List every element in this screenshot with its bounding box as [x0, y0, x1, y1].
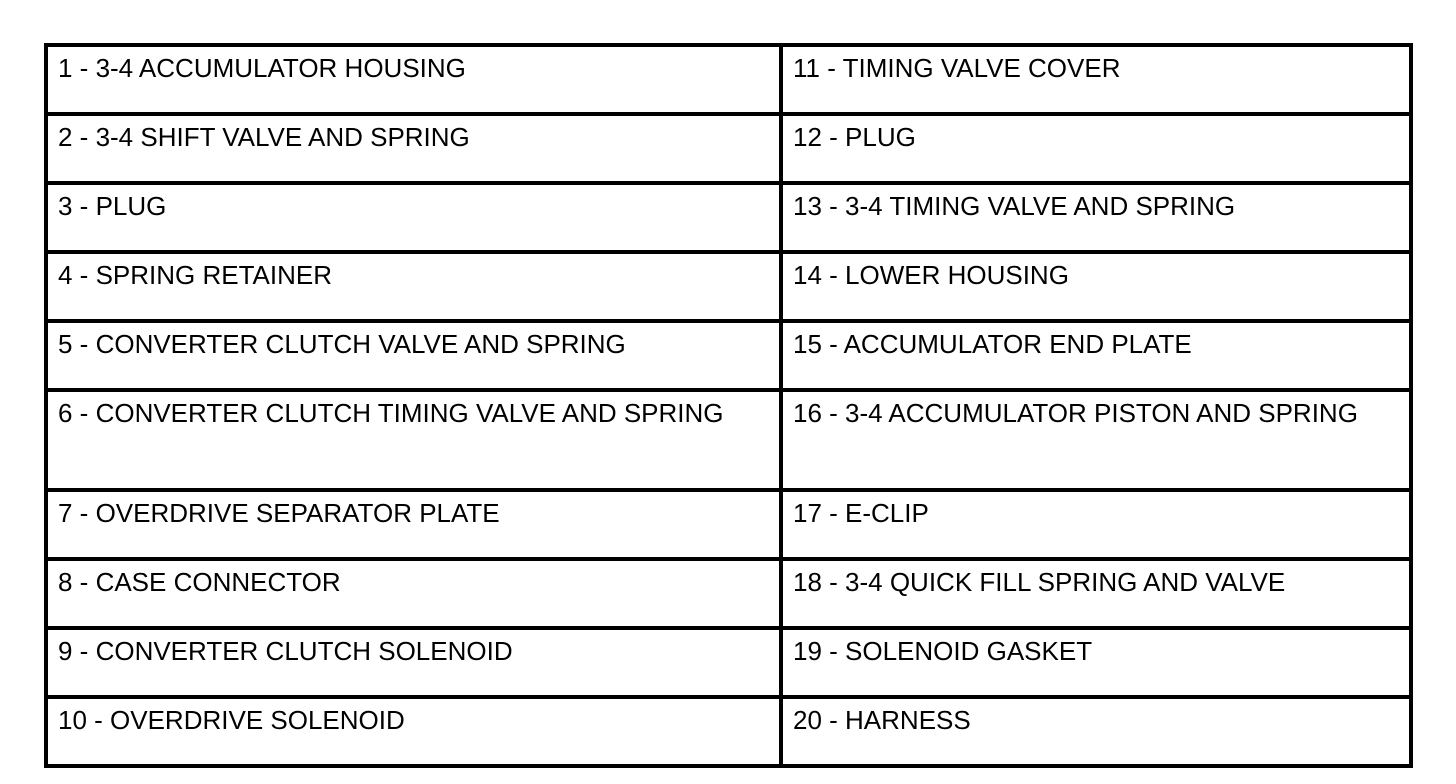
table-row — [46, 490, 1411, 559]
table-row — [46, 321, 1411, 390]
legend-cell: 6 - CONVERTER CLUTCH TIMING VALVE AND SPRING — [46, 390, 781, 490]
table-row — [46, 252, 1411, 321]
legend-cell: 2 - 3-4 SHIFT VALVE AND SPRING — [46, 114, 781, 183]
legend-cell: 10 - OVERDRIVE SOLENOID — [46, 697, 781, 766]
legend-cell: 17 - E-CLIP — [781, 490, 1411, 559]
table-row — [46, 559, 1411, 628]
legend-cell: 5 - CONVERTER CLUTCH VALVE AND SPRING — [46, 321, 781, 390]
legend-cell: 20 - HARNESS — [781, 697, 1411, 766]
table-row — [46, 183, 1411, 252]
table-row — [46, 390, 1411, 490]
legend-cell: 8 - CASE CONNECTOR — [46, 559, 781, 628]
table-row — [46, 697, 1411, 766]
legend-cell: 14 - LOWER HOUSING — [781, 252, 1411, 321]
table-row — [46, 628, 1411, 697]
legend-cell: 18 - 3-4 QUICK FILL SPRING AND VALVE — [781, 559, 1411, 628]
legend-cell: 3 - PLUG — [46, 183, 781, 252]
legend-cell: 19 - SOLENOID GASKET — [781, 628, 1411, 697]
table-row — [46, 45, 1411, 114]
legend-cell: 4 - SPRING RETAINER — [46, 252, 781, 321]
legend-cell: 7 - OVERDRIVE SEPARATOR PLATE — [46, 490, 781, 559]
legend-cell: 15 - ACCUMULATOR END PLATE — [781, 321, 1411, 390]
legend-cell: 11 - TIMING VALVE COVER — [781, 45, 1411, 114]
parts-legend-table — [44, 43, 1413, 768]
legend-cell: 12 - PLUG — [781, 114, 1411, 183]
legend-cell: 9 - CONVERTER CLUTCH SOLENOID — [46, 628, 781, 697]
legend-cell: 1 - 3-4 ACCUMULATOR HOUSING — [46, 45, 781, 114]
legend-cell: 13 - 3-4 TIMING VALVE AND SPRING — [781, 183, 1411, 252]
table-row — [46, 114, 1411, 183]
legend-cell: 16 - 3-4 ACCUMULATOR PISTON AND SPRING — [781, 390, 1411, 490]
